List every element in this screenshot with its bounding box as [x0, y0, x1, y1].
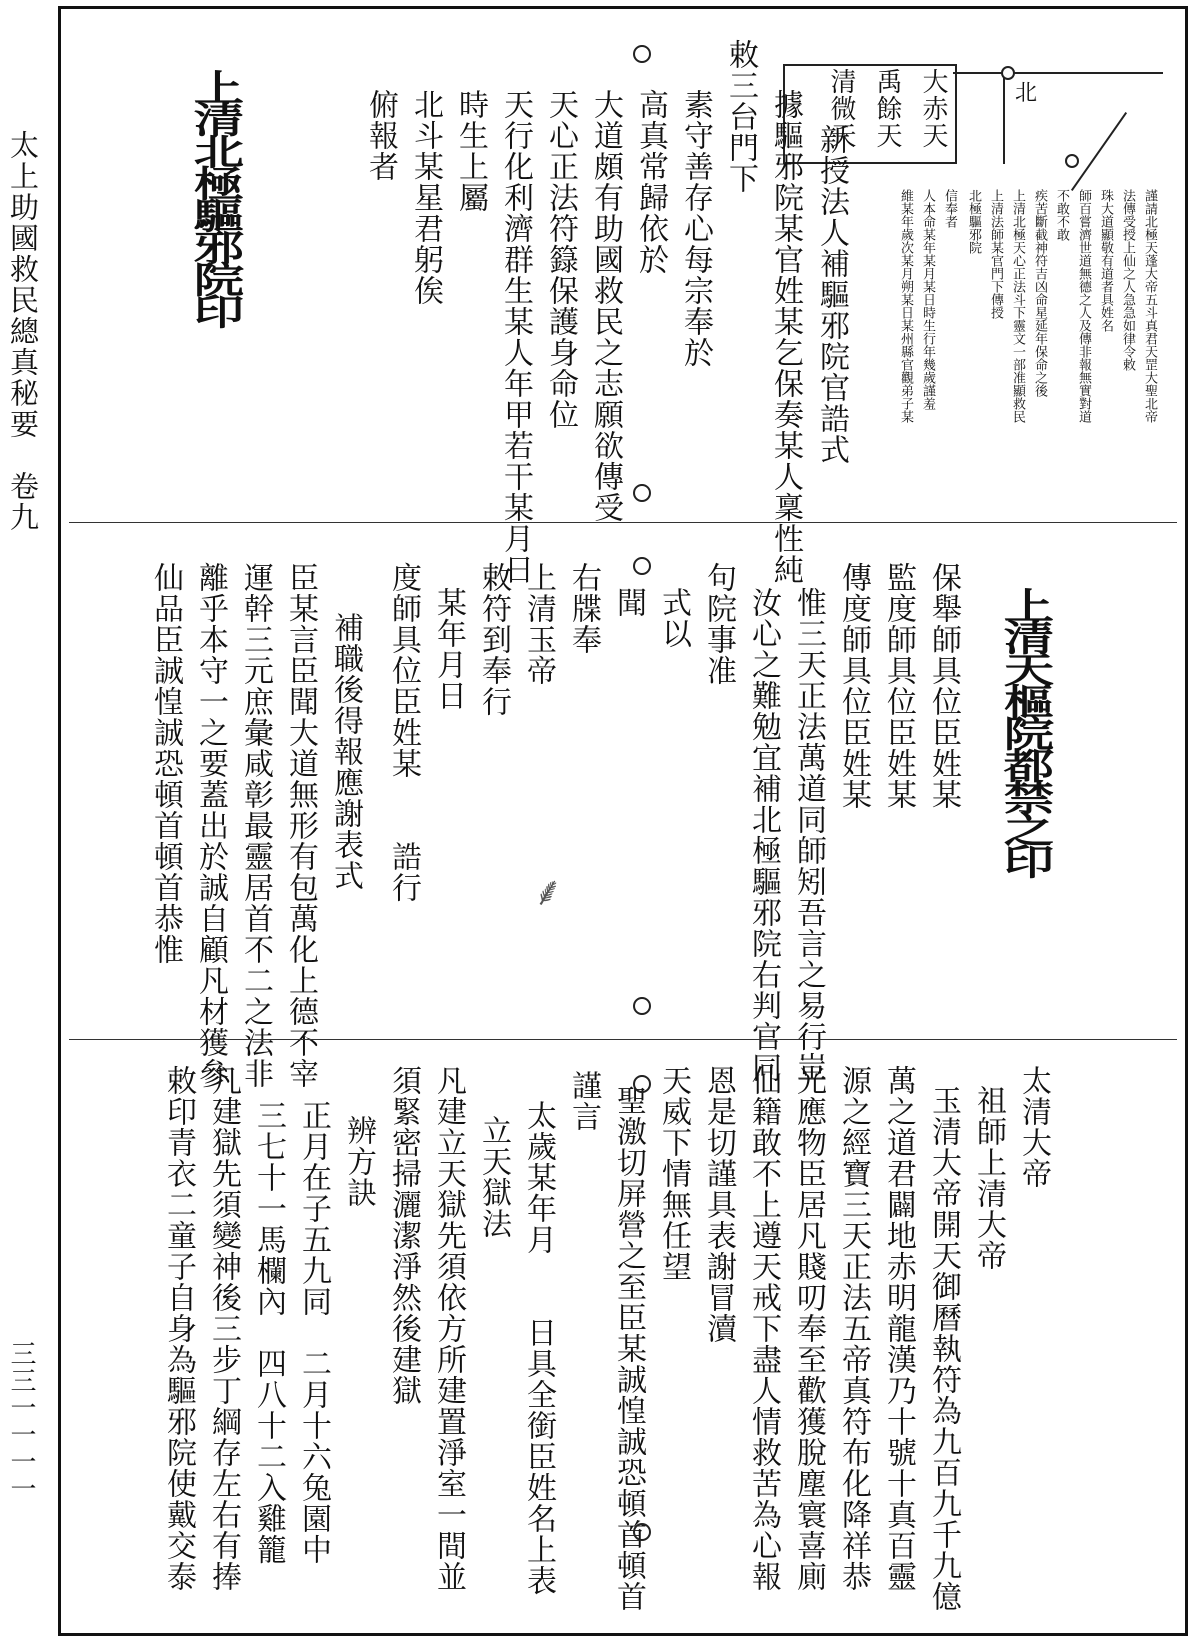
text-line: 天威下情無任望 — [656, 1065, 691, 1282]
chart-top-line — [1003, 72, 1163, 74]
text-line: 敕符到奉行 — [476, 562, 511, 717]
chart-node-dot — [1065, 154, 1079, 168]
note-line: 疾苦斷截神符吉凶命星延年保命之後 — [1032, 189, 1047, 397]
chart-heaven-row: 清微天 — [826, 68, 856, 149]
chart-heaven-row: 禹餘天 — [872, 68, 902, 149]
text-line: 據驅邪院某官姓某乞保奏某人稟性純 — [768, 89, 803, 585]
text-line: 傳度師具位臣姓某 — [836, 562, 871, 810]
text-line: 太歲某年月 日具全銜臣姓名上表 — [521, 1100, 556, 1596]
text-line: 補職後得報應謝表式 — [328, 612, 363, 891]
text-line: 素守善存心每宗奉於 — [678, 89, 713, 368]
text-line: 敕印青衣二童子自身為驅邪院使戴交泰 — [161, 1065, 196, 1592]
text-line: 辨方訣 — [341, 1115, 376, 1208]
section-circle-marker — [633, 1523, 651, 1541]
text-line: 臣某言臣聞大道無形有包萬化上德不宰 — [283, 562, 318, 1089]
text-line: 謹言 — [566, 1070, 601, 1132]
chart-node-dot — [1001, 66, 1015, 80]
note-line: 人本命某年某月某日時生行年幾歲謹羞 — [920, 189, 935, 410]
note-line: 珠大道顯敬有道者具姓名 — [1098, 189, 1113, 332]
chart-diagonal-line — [1071, 112, 1127, 191]
text-line: 俯報者 — [363, 89, 398, 182]
text-line: 聖激切屏營之至臣某誠惶誠恐頓首頓首 — [611, 1085, 646, 1612]
text-line: 運幹三元庶彙咸彰最靈居首不二之法非 — [238, 562, 273, 1089]
text-line: 立天獄法 — [476, 1115, 511, 1239]
panel-separator — [69, 522, 1177, 523]
text-line: 凡建獄先須變神後三步丁綱存左右有捧 — [206, 1065, 241, 1592]
note-line: 不敢不敢 — [1054, 189, 1069, 241]
text-line: 源之經寶三天正法五帝真符布化降祥恭 — [836, 1065, 871, 1592]
text-line: 仙籍敢不上遵天戒下盡人情救苦為心報 — [746, 1065, 781, 1592]
scribble-mark: ⸙ — [533, 869, 563, 915]
chart-heaven-row: 大赤天 — [918, 68, 948, 149]
text-line: 正月在子五九同 二月十六兔園中 — [296, 1100, 331, 1565]
text-line: 上清玉帝 — [521, 562, 556, 686]
text-line: 凡建立天獄先須依方所建置淨室一間並 — [431, 1065, 466, 1592]
text-line: 聞 — [611, 587, 646, 618]
section-circle-marker — [633, 997, 651, 1015]
seal-script-block: 上清天樞院都禁之印 — [996, 587, 1054, 875]
text-line: 祖師上清大帝 — [971, 1085, 1006, 1271]
text-line: 天心正法符籙保護身命位 — [543, 89, 578, 430]
text-line: 監度師具位臣姓某 — [881, 562, 916, 810]
note-line: 維某年歲次某月朔某日某州縣官觀弟子某 — [898, 189, 913, 423]
text-line: 惟三天正法萬道同師矧吾言之易行豈 — [791, 587, 826, 1083]
chart-right-border — [1003, 72, 1005, 164]
page-frame — [58, 6, 1188, 1636]
note-line: 北極驅邪院 — [966, 189, 981, 254]
text-line: 時生上屬 — [453, 89, 488, 213]
text-line: 右牒奉 — [566, 562, 601, 655]
margin-book-title: 太上助國救民總真秘要 卷九 — [6, 130, 40, 533]
text-line: 保舉師具位臣姓某 — [926, 562, 961, 810]
text-line: 句院事准 — [701, 562, 736, 686]
text-line: 新授法人補驅邪院官誥式 — [814, 124, 849, 465]
text-line: 北斗某星君躬俟 — [408, 89, 443, 306]
section-circle-marker — [633, 484, 651, 502]
text-line: 光應物臣居凡賤叨奉至歡獲脫塵寰喜廁 — [791, 1065, 826, 1592]
section-circle-marker — [633, 557, 651, 575]
text-line: 高真常歸依於 — [633, 89, 668, 275]
text-line: 汝心之難勉宜補北極驅邪院右判官同 — [746, 587, 781, 1083]
text-line: 玉清大帝開天御曆執符為九百九千九億 — [926, 1085, 961, 1612]
text-line: 式以 — [656, 587, 691, 649]
section-circle-marker — [633, 45, 651, 63]
panel-top — [75, 9, 1171, 585]
panel-bottom — [75, 1045, 1171, 1625]
note-line: 信奉者 — [942, 189, 957, 228]
chart-north-label: 北 — [1015, 81, 1038, 106]
note-line: 法傳受授上仙之人急急如律令敕 — [1120, 189, 1135, 371]
text-line: 恩是切謹具表謝冒瀆 — [701, 1065, 736, 1344]
note-line: 謹請北極天蓬大帝五斗真君天罡大聖北帝 — [1142, 189, 1157, 423]
panel-middle — [75, 527, 1171, 1089]
panel-separator — [69, 1039, 1177, 1040]
note-line: 上清法師某官門下傳授 — [988, 189, 1003, 319]
text-line: 敕三台門下 — [723, 39, 758, 194]
text-line: 仙品臣誠惶誠恐頓首頓首恭惟 — [148, 562, 183, 965]
note-line: 上清北極天心正法斗下靈文一部准顯救民 — [1010, 189, 1025, 423]
text-line: 天行化利濟群生某人年甲若干某月日 — [498, 89, 533, 585]
chart-connector-line — [953, 72, 1003, 74]
text-line: 離乎本守一之要蓋出於誠自顧凡材獲參 — [193, 562, 228, 1089]
margin-page-number: 三三一一一一 — [6, 1340, 36, 1502]
text-line: 大道頗有助國救民之志願欲傳受 — [588, 89, 623, 523]
note-line: 師百嘗濟世道無德之人及傳非報無實對道 — [1076, 189, 1091, 423]
text-line: 太清大帝 — [1016, 1065, 1051, 1189]
text-line: 須緊密掃灑潔淨然後建獄 — [386, 1065, 421, 1406]
text-line: 萬之道君闢地赤明龍漢乃十號十真百靈 — [881, 1065, 916, 1592]
section-circle-marker — [633, 1075, 651, 1093]
text-line: 三七十一馬欄內 四八十二入雞籠 — [251, 1100, 286, 1565]
text-line: 度師具位臣姓某 誥行 — [386, 562, 421, 903]
text-line: 某年月日 — [431, 587, 466, 711]
seal-script-block: 上清北極驅邪院印 — [186, 69, 244, 325]
